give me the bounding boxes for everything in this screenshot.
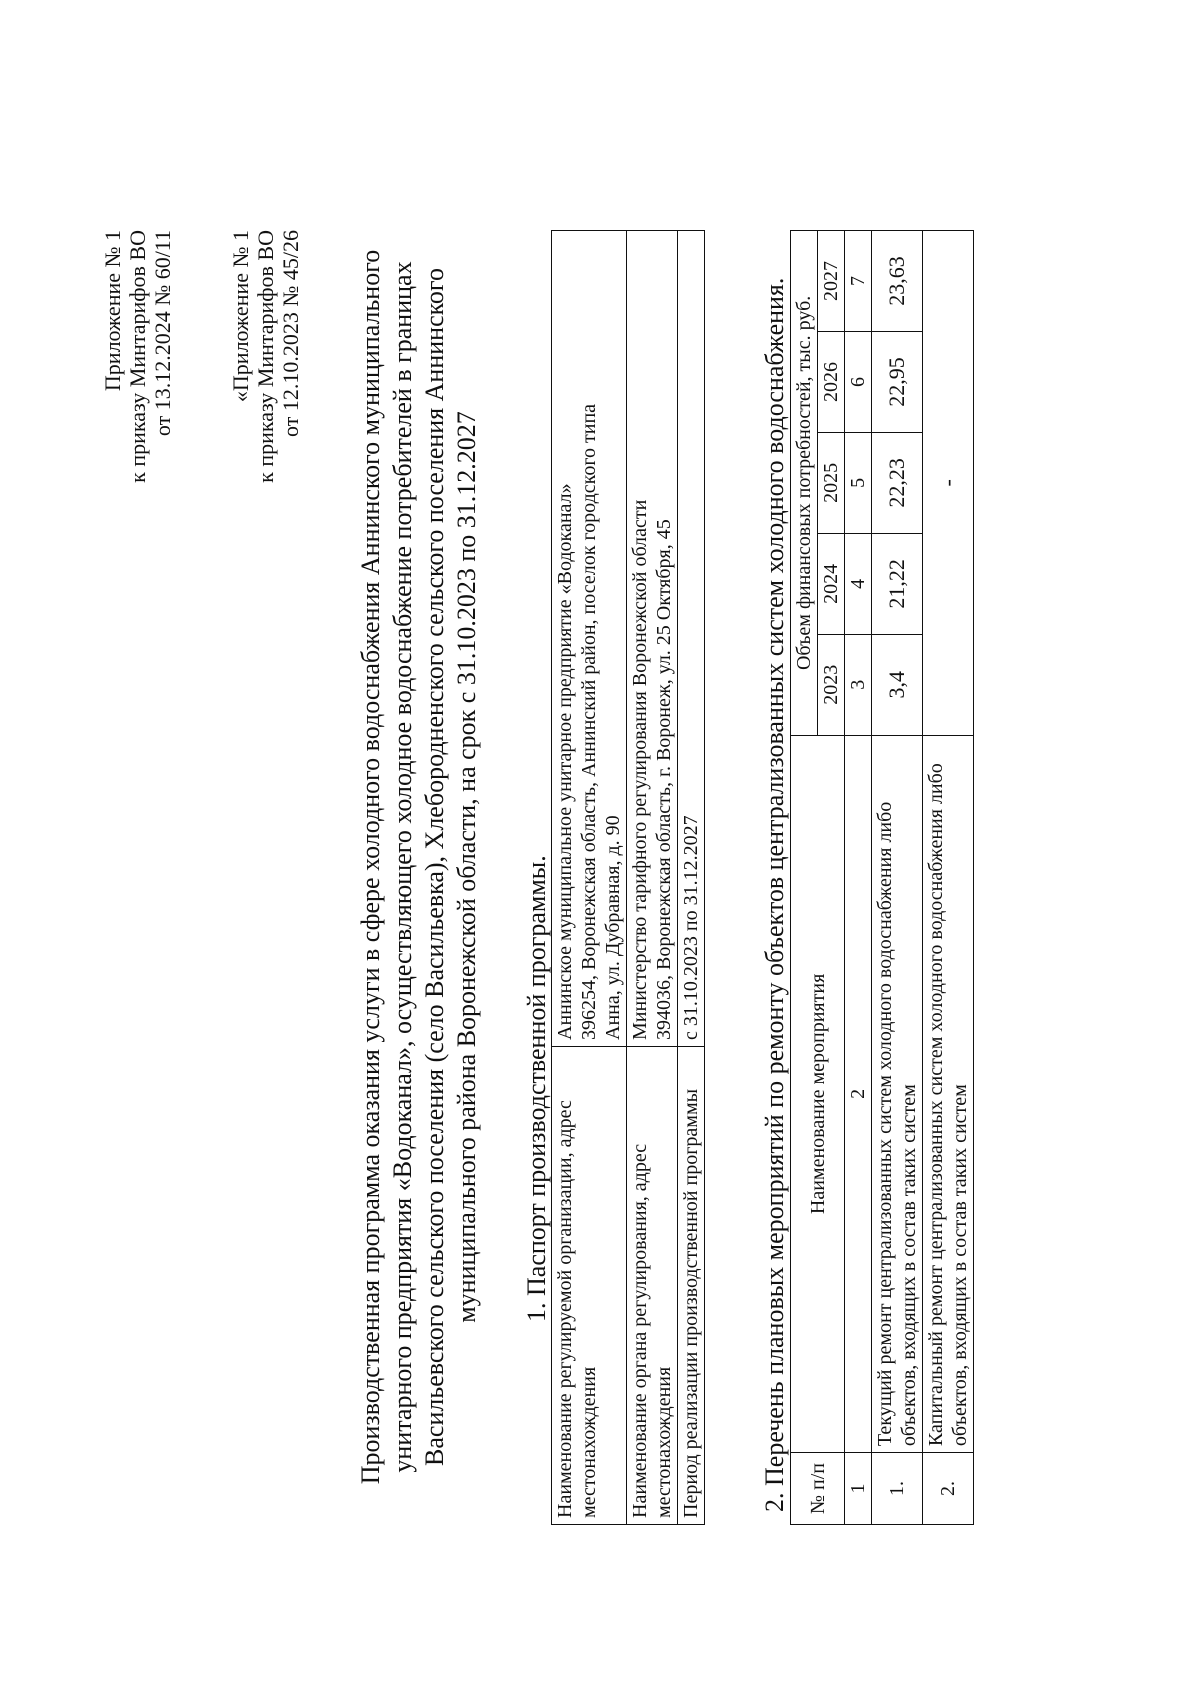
column-index: 5 [845, 432, 872, 533]
value-cell: 23,63 [872, 231, 923, 332]
appendix-line: Приложение № 1 [100, 230, 125, 392]
table-row [678, 231, 705, 1525]
row-number: 2. [923, 1453, 974, 1525]
appendix-line: от 13.12.2024 № 60/11 [150, 230, 175, 437]
column-header-number: № п/п [791, 1453, 845, 1525]
value-cell: 3,4 [872, 634, 923, 735]
row-name: Капитальный ремонт централизованных систем холодного водоснабжения либо объектов, входящих в состав таких систем [923, 735, 974, 1452]
appendix-stamp-current [100, 230, 175, 483]
year-header: 2024 [818, 533, 845, 634]
value-line: Министерство тарифного регулирования Воронежской области [629, 499, 651, 1040]
column-header-name: Наименование мероприятия [791, 735, 845, 1452]
passport-label: Наименование регулируемой организации, адрес местонахождения [552, 1047, 627, 1525]
section-2-heading: 2. Перечень плановых мероприятий по ремонту объектов централизованных систем холодного водоснабжения. [760, 277, 789, 1512]
table-row [923, 231, 974, 1525]
title-line: Производственная программа оказания услуги в сфере холодного водоснабжения Аннинского муниципального [356, 249, 385, 1485]
value-line: Аннинское муниципальное унитарное предприятие «Водоканал» [554, 483, 576, 1040]
appendix-line: «Приложение № 1 [228, 230, 253, 403]
value-cell: 22,23 [872, 432, 923, 533]
value-cell: 22,95 [872, 332, 923, 433]
year-header: 2027 [818, 231, 845, 332]
title-line: муниципального района Воронежской области, на срок с 31.10.2023 по 31.12.2027 [452, 411, 481, 1323]
appendix-line: к приказу Минтарифов ВО [253, 230, 278, 483]
passport-label: Период реализации производственной программы [678, 1047, 705, 1525]
year-header: 2025 [818, 432, 845, 533]
passport-label: Наименование органа регулирования, адрес местонахождения [627, 1047, 678, 1525]
table-header-row [791, 231, 818, 1525]
table-row [627, 231, 678, 1525]
column-index-row [845, 231, 872, 1525]
section-1-heading: 1. Паспорт производственной программы. [522, 855, 551, 1322]
title-line: унитарного предприятия «Водоканал», осуществляющего холодное водоснабжение потребителей в границах [388, 261, 417, 1473]
passport-value [552, 231, 627, 1047]
merged-value-cell: - [923, 231, 974, 736]
passport-value [678, 231, 705, 1047]
appendix-line: к приказу Минтарифов ВО [125, 230, 150, 483]
document-title [355, 207, 483, 1527]
table-row [872, 231, 923, 1525]
value-line: с 31.10.2023 по 31.12.2027 [680, 815, 702, 1040]
title-line: Васильевского сельского поселения (село Васильевка), Хлебородненского сельского поселения Аннинского [420, 268, 449, 1466]
column-header-financing: Объем финансовых потребностей, тыс. руб. [791, 231, 818, 736]
column-index: 6 [845, 332, 872, 433]
table-row [552, 231, 627, 1525]
column-index: 2 [845, 735, 872, 1452]
value-cell: 21,22 [872, 533, 923, 634]
column-index: 1 [845, 1453, 872, 1525]
appendix-stamp-original [228, 230, 303, 483]
column-index: 7 [845, 231, 872, 332]
row-name: Текущий ремонт централизованных систем холодного водоснабжения либо объектов, входящих в состав таких систем [872, 735, 923, 1452]
value-line: 396254, Воронежская область, Аннинский район, поселок городского типа [578, 403, 600, 1040]
plan-table [790, 230, 974, 1525]
column-index: 3 [845, 634, 872, 735]
row-number: 1. [872, 1453, 923, 1525]
value-line: 394036, Воронежская область, г. Воронеж, ул. 25 Октября, 45 [653, 519, 675, 1040]
year-header: 2026 [818, 332, 845, 433]
value-line: Анна, ул. Дубравная, д. 90 [602, 815, 624, 1040]
passport-table [551, 230, 705, 1525]
appendix-line: от 12.10.2023 № 45/26 [278, 230, 303, 437]
year-header: 2023 [818, 634, 845, 735]
passport-value [627, 231, 678, 1047]
column-index: 4 [845, 533, 872, 634]
